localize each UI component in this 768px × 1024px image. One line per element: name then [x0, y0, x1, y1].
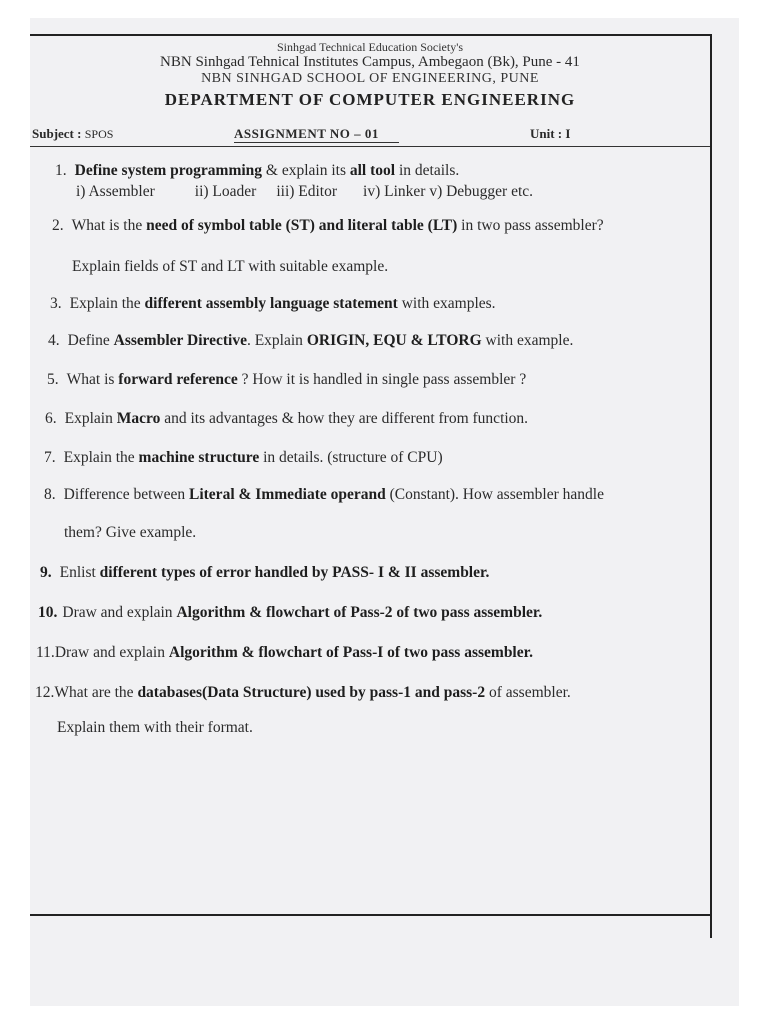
- q12-text: What are the: [54, 684, 138, 701]
- question-number: 11.: [36, 644, 55, 661]
- tool-item: iii) Editor: [276, 183, 338, 200]
- q1-text: & explain its: [262, 162, 350, 179]
- department-title: DEPARTMENT OF COMPUTER ENGINEERING: [164, 90, 576, 109]
- q4-text: Define: [67, 332, 114, 349]
- question-10: [38, 604, 542, 622]
- q3-bold-text: different assembly language statement: [144, 295, 398, 312]
- q1-bold-text-2: all tool: [349, 162, 396, 179]
- subject-value: SPOS: [84, 127, 114, 141]
- question-6: [45, 410, 528, 428]
- q6-bold-text: Macro: [116, 410, 161, 427]
- q11-bold-text: Algorithm & flowchart of Pass-I of two pass assembler.: [168, 644, 533, 661]
- question-2-line-2: Explain fields of ST and LT with suitable example.: [72, 258, 389, 275]
- q9-bold-text: different types of error handled by PASS- I & II assembler.: [99, 564, 490, 581]
- question-2: [52, 217, 604, 235]
- q4-bold-text-2: ORIGIN, EQU & LTORG: [306, 332, 482, 349]
- bottom-rule: [30, 914, 712, 916]
- q12-bold-text: databases(Data Structure) used by pass-1 and pass-2: [137, 684, 486, 701]
- q7-text-2: in details. (structure of CPU): [259, 449, 443, 466]
- q10-text: Draw and explain: [62, 604, 177, 621]
- subject-bar: [30, 124, 710, 147]
- q2-text-2: in two pass assembler?: [457, 217, 604, 234]
- school-name: NBN SINHGAD SCHOOL OF ENGINEERING, PUNE: [201, 71, 539, 86]
- q1-text-2: in details.: [395, 162, 460, 179]
- question-8: [44, 486, 604, 504]
- q7-bold-text: machine structure: [138, 449, 260, 466]
- question-1-tools: [76, 183, 533, 201]
- q4-bold-text: Assembler Directive: [113, 332, 247, 349]
- q7-text: Explain the: [63, 449, 139, 466]
- question-1: [55, 162, 459, 180]
- question-number: 10.: [38, 604, 58, 621]
- unit-label: Unit : I: [530, 126, 571, 141]
- q9-text: Enlist: [59, 564, 100, 581]
- question-8-line-2: them? Give example.: [64, 524, 197, 541]
- question-number: 9.: [40, 564, 52, 581]
- question-number: 6.: [45, 410, 57, 427]
- question-number: 8.: [44, 486, 56, 503]
- q6-text-2: and its advantages & how they are different from function.: [160, 410, 529, 427]
- q2-bold-text: need of symbol table (ST) and literal table (LT): [146, 217, 458, 234]
- question-11: [36, 644, 533, 662]
- question-9: [40, 564, 489, 582]
- q12-text-2: of assembler.: [485, 684, 571, 701]
- campus-name: NBN Sinhgad Tehnical Institutes Campus, Ambegaon (Bk), Pune - 41: [160, 54, 580, 70]
- q5-text-2: ? How it is handled in single pass assembler ?: [237, 371, 527, 388]
- question-7: [44, 449, 443, 467]
- subject-field: [32, 126, 113, 142]
- q5-text: What is: [66, 371, 119, 388]
- q4-text-3: with example.: [481, 332, 574, 349]
- question-3: [50, 295, 496, 313]
- question-number: 2.: [52, 217, 64, 234]
- q8-text: Difference between: [63, 486, 189, 503]
- tool-item: i) Assembler: [76, 183, 155, 200]
- question-number: 7.: [44, 449, 56, 466]
- question-number: 5.: [47, 371, 59, 388]
- question-number: 1.: [55, 162, 67, 179]
- q11-text: Draw and explain: [54, 644, 169, 661]
- question-number: 4.: [48, 332, 60, 349]
- subject-label: Subject :: [32, 126, 82, 141]
- society-name: Sinhgad Technical Education Society's: [276, 40, 464, 54]
- q3-text-2: with examples.: [397, 295, 496, 312]
- q8-bold-text: Literal & Immediate operand: [189, 486, 386, 503]
- question-12-line-2: Explain them with their format.: [57, 719, 253, 736]
- q2-text: What is the: [71, 217, 147, 234]
- q4-text-2: . Explain: [246, 332, 307, 349]
- q3-text: Explain the: [69, 295, 145, 312]
- tool-item: iv) Linker v) Debugger etc.: [363, 183, 534, 200]
- question-number: 3.: [50, 295, 62, 312]
- question-12: [35, 684, 571, 702]
- q6-text: Explain: [64, 410, 117, 427]
- q1-bold-text: Define system programming: [74, 162, 263, 179]
- tool-item: ii) Loader: [194, 183, 257, 200]
- assignment-title: ASSIGNMENT NO – 01: [234, 126, 399, 143]
- question-number: 12.: [35, 684, 55, 701]
- q5-bold-text: forward reference: [118, 371, 238, 388]
- q10-bold-text: Algorithm & flowchart of Pass-2 of two pass assembler.: [176, 604, 543, 621]
- question-5: [47, 371, 526, 389]
- question-4: [48, 332, 573, 350]
- q8-text-2: (Constant). How assembler handle: [385, 486, 604, 503]
